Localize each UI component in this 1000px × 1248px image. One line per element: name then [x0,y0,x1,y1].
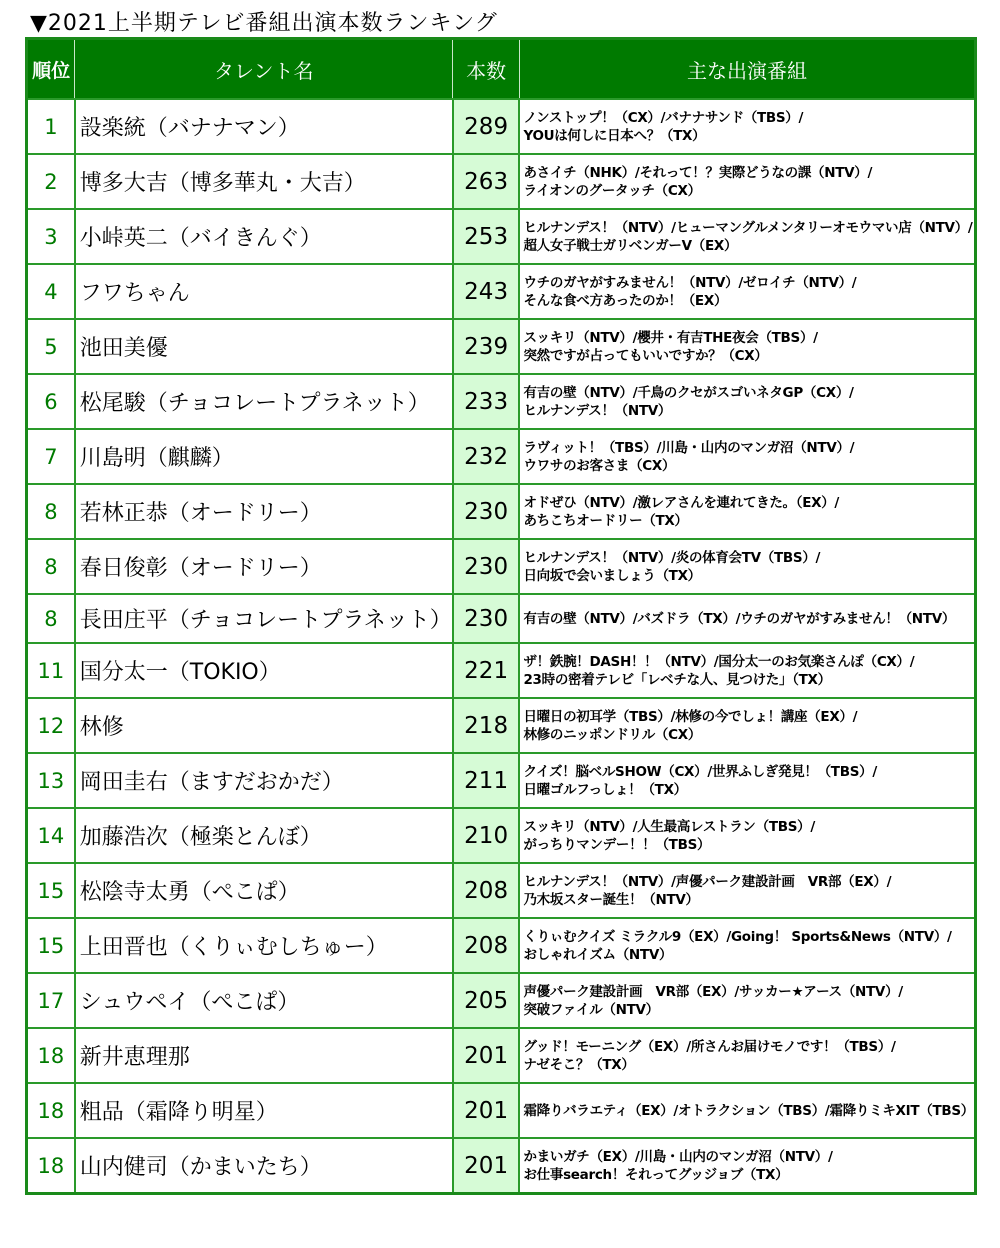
programs-cell [519,643,975,698]
talent-name-cell: 国分太一（TOKIO） [75,643,453,698]
table-row [27,209,976,264]
program-line: 日向坂で会いましょう（TX） [523,567,701,584]
table-body [27,99,976,1194]
table-row [27,753,976,808]
table-row [27,1138,976,1194]
program-line: ヒルナンデス！（NTV） [523,402,672,419]
program-line: 超人女子戦士ガリベンガーV（EX） [523,237,738,254]
talent-name-cell: 春日俊彰（オードリー） [75,539,453,594]
rank-cell: 18 [27,1028,75,1083]
programs-cell [519,1138,975,1194]
program-line: 霜降りバラエティ（EX）/オトラクション（TBS）/霜降りミキXIT（TBS） [523,1102,974,1119]
program-line: お仕事search！それってグッジョブ（TX） [523,1166,789,1183]
header-programs: 主な出演番組 [519,39,975,100]
programs-cell [519,429,975,484]
program-line: スッキリ（NTV）/人生最高レストラン（TBS）/ [523,818,815,835]
program-line: そんな食べ方あったのか！（EX） [523,292,728,309]
appearance-count-cell: 289 [453,99,520,154]
program-line: 有吉の壁（NTV）/バズドラ（TX）/ウチのガヤがすみません！（NTV） [523,610,956,627]
talent-name-cell: 松尾駿（チョコレートプラネット） [75,374,453,429]
appearance-count-cell: 201 [453,1083,520,1138]
rank-cell: 18 [27,1083,75,1138]
talent-name-cell: 川島明（麒麟） [75,429,453,484]
rank-cell: 8 [27,484,75,539]
rank-cell: 5 [27,319,75,374]
table-row [27,154,976,209]
table-row [27,429,976,484]
talent-name-cell: 山内健司（かまいたち） [75,1138,453,1194]
appearance-count-cell: 221 [453,643,520,698]
table-row [27,264,976,319]
talent-name-cell: 松陰寺太勇（ぺこぱ） [75,863,453,918]
programs-cell [519,863,975,918]
talent-name-cell: 岡田圭右（ますだおかだ） [75,753,453,808]
programs-cell [519,1028,975,1083]
rank-cell: 13 [27,753,75,808]
programs-cell [519,539,975,594]
program-line: 乃木坂スター誕生！（NTV） [523,891,699,908]
talent-name-cell: 小峠英二（バイきんぐ） [75,209,453,264]
appearance-count-cell: 243 [453,264,520,319]
program-line: 突然ですが占ってもいいですか？（CX） [523,347,768,364]
table-row [27,594,976,643]
rank-cell: 3 [27,209,75,264]
program-line: 23時の密着テレビ「レベチな人、見つけた」（TX） [523,671,831,688]
appearance-count-cell: 233 [453,374,520,429]
appearance-count-cell: 230 [453,484,520,539]
program-line: かまいガチ（EX）/川島・山内のマンガ沼（NTV）/ [523,1148,833,1165]
program-line: グッド！モーニング（EX）/所さんお届けモノです！（TBS）/ [523,1038,896,1055]
talent-name-cell: 上田晋也（くりぃむしちゅー） [75,918,453,973]
program-line: くりぃむクイズ ミラクル9（EX）/Going！ Sports&News（NTV）/ [523,928,952,945]
program-line: がっちりマンデー！！（TBS） [523,836,711,853]
program-line: あさイチ（NHK）/それって！？実際どうなの課（NTV）/ [523,164,873,181]
talent-name-cell: 加藤浩次（極楽とんぼ） [75,808,453,863]
rank-cell: 6 [27,374,75,429]
talent-name-cell: 新井恵理那 [75,1028,453,1083]
table-row [27,1083,976,1138]
program-line: ヒルナンデス！（NTV）/炎の体育会TV（TBS）/ [523,549,821,566]
table-row [27,319,976,374]
table-row [27,99,976,154]
header-count: 本数 [453,39,520,100]
ranking-table [25,37,977,1195]
programs-cell [519,698,975,753]
program-line: ザ！鉄腕！DASH！！（NTV）/国分太一のお気楽さんぽ（CX）/ [523,653,915,670]
programs-cell [519,99,975,154]
rank-cell: 17 [27,973,75,1028]
program-line: スッキリ（NTV）/櫻井・有吉THE夜会（TBS）/ [523,329,818,346]
rank-cell: 1 [27,99,75,154]
programs-cell [519,374,975,429]
program-line: ヒルナンデス！（NTV）/ヒューマングルメンタリーオモウマい店（NTV）/ [523,219,973,236]
talent-name-cell: 若林正恭（オードリー） [75,484,453,539]
programs-cell [519,319,975,374]
appearance-count-cell: 218 [453,698,520,753]
appearance-count-cell: 205 [453,973,520,1028]
table-row [27,863,976,918]
program-line: 有吉の壁（NTV）/千鳥のクセがスゴいネタGP（CX）/ [523,384,854,401]
rank-cell: 18 [27,1138,75,1194]
table-row [27,973,976,1028]
appearance-count-cell: 210 [453,808,520,863]
talent-name-cell: 博多大吉（博多華丸・大吉） [75,154,453,209]
programs-cell [519,918,975,973]
table-row [27,698,976,753]
appearance-count-cell: 263 [453,154,520,209]
programs-cell [519,808,975,863]
program-line: ノンストップ！（CX）/バナナサンド（TBS）/ [523,109,804,126]
rank-cell: 15 [27,863,75,918]
rank-cell: 14 [27,808,75,863]
appearance-count-cell: 232 [453,429,520,484]
appearance-count-cell: 230 [453,594,520,643]
program-line: YOUは何しに日本へ？（TX） [523,127,706,144]
appearance-count-cell: 208 [453,918,520,973]
table-row [27,539,976,594]
program-line: あちこちオードリー（TX） [523,512,688,529]
appearance-count-cell: 230 [453,539,520,594]
talent-name-cell: シュウペイ（ぺこぱ） [75,973,453,1028]
programs-cell [519,973,975,1028]
program-line: オドぜひ（NTV）/激レアさんを連れてきた。（EX）/ [523,494,840,511]
program-line: クイズ！脳ベルSHOW（CX）/世界ふしぎ発見！（TBS）/ [523,763,877,780]
table-header-row [27,39,976,100]
programs-cell [519,753,975,808]
rank-cell: 11 [27,643,75,698]
rank-cell: 2 [27,154,75,209]
table-row [27,374,976,429]
talent-name-cell: 林修 [75,698,453,753]
rank-cell: 15 [27,918,75,973]
programs-cell [519,1083,975,1138]
program-line: 日曜日の初耳学（TBS）/林修の今でしょ！講座（EX）/ [523,708,858,725]
table-row [27,643,976,698]
programs-cell [519,594,975,643]
program-line: 日曜ゴルフっしょ！（TX） [523,781,687,798]
rank-cell: 8 [27,539,75,594]
programs-cell [519,484,975,539]
program-line: ウチのガヤがすみません！（NTV）/ゼロイチ（NTV）/ [523,274,857,291]
appearance-count-cell: 253 [453,209,520,264]
appearance-count-cell: 239 [453,319,520,374]
rank-cell: 4 [27,264,75,319]
programs-cell [519,154,975,209]
header-name: タレント名 [75,39,453,100]
talent-name-cell: 粗品（霜降り明星） [75,1083,453,1138]
table-row [27,484,976,539]
talent-name-cell: 長田庄平（チョコレートプラネット） [75,594,453,643]
talent-name-cell: 池田美優 [75,319,453,374]
program-line: ラヴィット！（TBS）/川島・山内のマンガ沼（NTV）/ [523,439,855,456]
programs-cell [519,209,975,264]
program-line: 突破ファイル（NTV） [523,1001,659,1018]
table-row [27,808,976,863]
table-row [27,918,976,973]
program-line: ナゼそこ？（TX） [523,1056,635,1073]
page-title: ▼2021上半期テレビ番組出演本数ランキング [30,11,498,36]
talent-name-cell: フワちゃん [75,264,453,319]
program-line: ヒルナンデス！（NTV）/声優パーク建設計画 VR部（EX）/ [523,873,892,890]
talent-name-cell: 設楽統（バナナマン） [75,99,453,154]
rank-cell: 7 [27,429,75,484]
appearance-count-cell: 201 [453,1138,520,1194]
appearance-count-cell: 211 [453,753,520,808]
rank-cell: 8 [27,594,75,643]
table-row [27,1028,976,1083]
program-line: ライオンのグータッチ（CX） [523,182,701,199]
rank-cell: 12 [27,698,75,753]
program-line: ウワサのお客さま（CX） [523,457,676,474]
appearance-count-cell: 201 [453,1028,520,1083]
program-line: 林修のニッポンドリル（CX） [523,726,702,743]
appearance-count-cell: 208 [453,863,520,918]
header-rank: 順位 [27,39,75,100]
program-line: おしゃれイズム（NTV） [523,946,673,963]
program-line: 声優パーク建設計画 VR部（EX）/サッカー★アース（NTV）/ [523,983,903,1000]
programs-cell [519,264,975,319]
